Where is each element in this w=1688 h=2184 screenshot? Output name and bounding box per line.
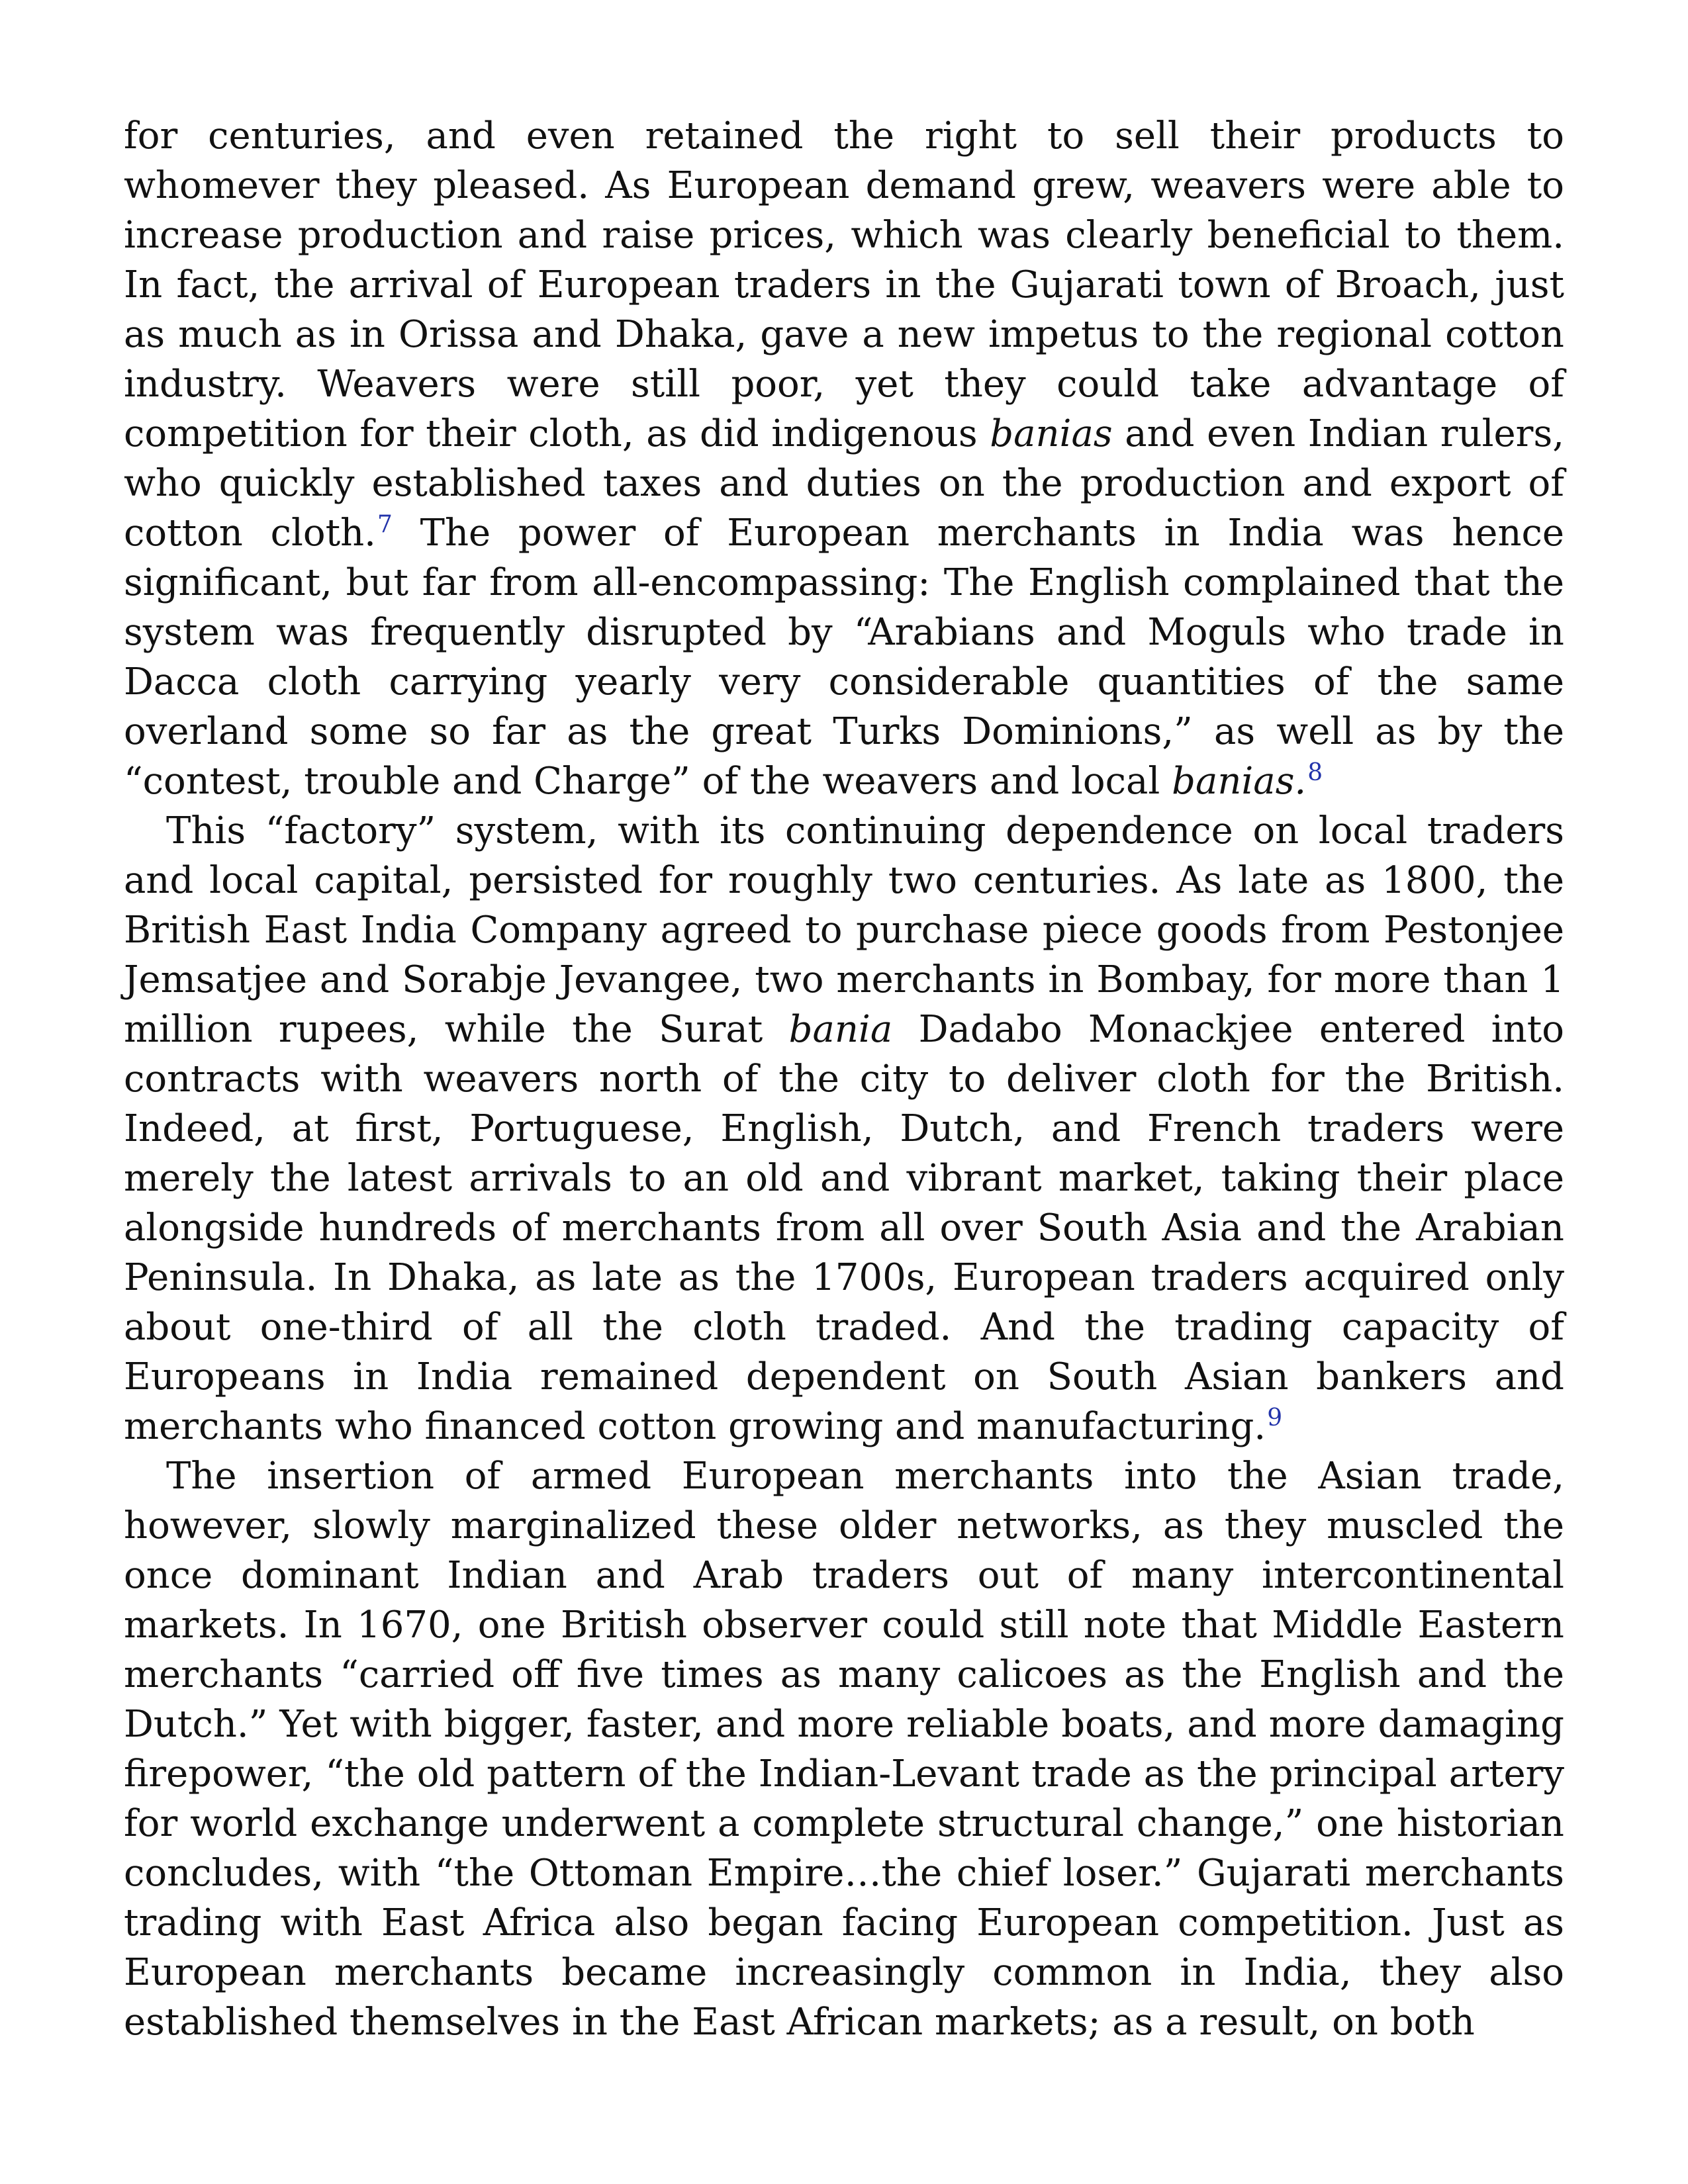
italic-term: banias. <box>1172 760 1307 803</box>
paragraph-text: and even Indian rulers, who quickly established taxes and duties on the production and export of cotton cloth. <box>124 412 1564 555</box>
footnote-reference[interactable]: 9 <box>1267 1404 1283 1432</box>
italic-term: bania <box>788 1008 893 1051</box>
body-paragraph <box>124 806 1564 1451</box>
paragraph-text: The power of European merchants in India was hence significant, but far from all-encompassing: The English complained that the system was frequently disrupted by “Arabians and Moguls who trade in Dacca cloth carrying yearly very considerable quantities of the same overland some so far as the great Turks Dominions,” as well as by the “contest, trouble and Charge” of the weavers and local <box>124 512 1565 803</box>
footnote-reference[interactable]: 8 <box>1307 759 1323 787</box>
body-paragraph <box>124 1451 1564 2047</box>
paragraph-text: This “factory” system, with its continuing dependence on local traders and local capital, persisted for roughly two centuries. As late as 1800, the British East India Company agreed to purchase piece goods from Pestonjee Jemsatjee and Sorabje Jevangee, two merchants in Bombay, for more than 1 million rupees, while the Surat <box>124 809 1564 1051</box>
footnote-reference[interactable]: 7 <box>377 511 393 539</box>
paragraph-text: Dadabo Monackjee entered into contracts with weavers north of the city to deliver cloth for the British. Indeed, at first, Portuguese, English, Dutch, and French traders were merely the latest arrivals to an old and vibrant market, taking their place alongside hundreds of merchants from all over South Asia and the Arabian Peninsula. In Dhaka, as late as the 1700s, European traders acquired only about one-third of all the cloth traded. And the trading capacity of Europeans in India remained dependent on South Asian bankers and merchants who financed cotton growing and manufacturing. <box>124 1008 1565 1448</box>
paragraph-text: for centuries, and even retained the right to sell their products to whomever they pleased. As European demand grew, weavers were able to increase production and raise prices, which was clearly beneficial to them. In fact, the arrival of European traders in the Gujarati town of Broach, just as much as in Orissa and Dhaka, gave a new impetus to the regional cotton industry. Weavers were still poor, yet they could take advantage of competition for their cloth, as did indigenous <box>124 114 1564 455</box>
paragraph-text: The insertion of armed European merchants into the Asian trade, however, slowly marginalized these older networks, as they muscled the once dominant Indian and Arab traders out of many intercontinental markets. In 1670, one British observer could still note that Middle Eastern merchants “carried off five times as many calicoes as the English and the Dutch.” Yet with bigger, faster, and more reliable boats, and more damaging firepower, “the old pattern of the Indian-Levant trade as the principal artery for world exchange underwent a complete structural change,” one historian concludes, with “the Ottoman Empire…the chief loser.” Gujarati merchants trading with East Africa also began facing European competition. Just as European merchants became increasingly common in India, they also established themselves in the East African markets; as a result, on both <box>124 1455 1564 2044</box>
body-paragraph <box>124 111 1564 806</box>
document-page <box>124 111 1564 2047</box>
italic-term: banias <box>990 412 1113 455</box>
